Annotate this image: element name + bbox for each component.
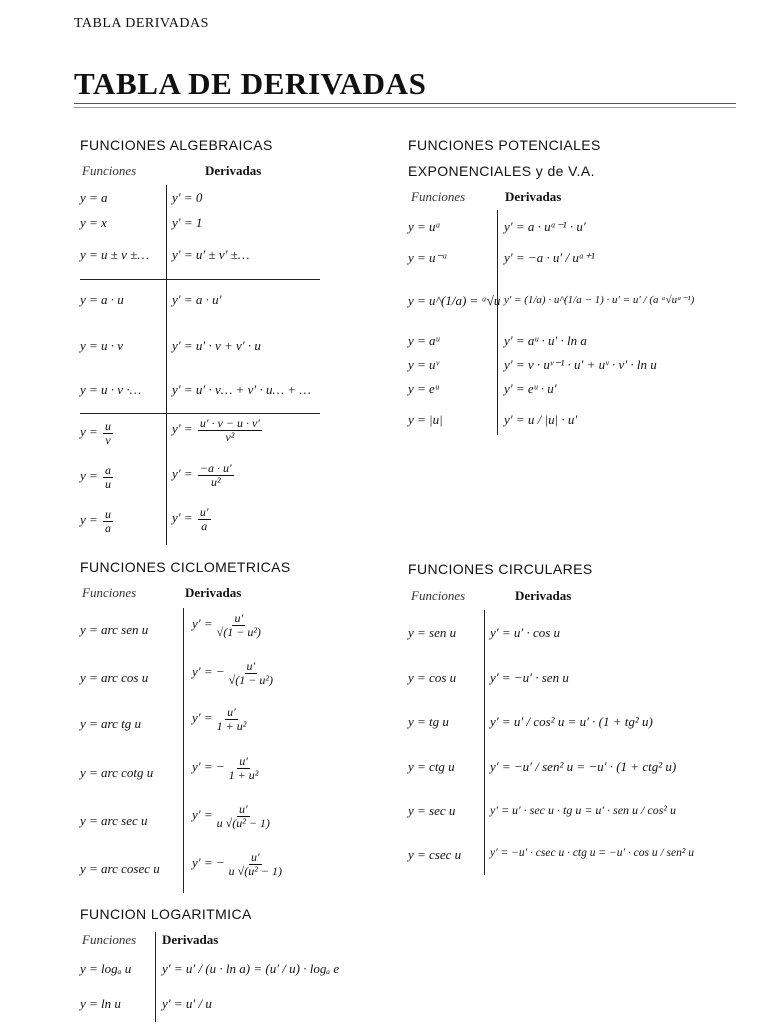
circular-function-0: y = sen u: [408, 625, 457, 640]
col-header-derivatives: Derivadas: [515, 588, 572, 603]
logarithmic-column-divider: [155, 932, 156, 1022]
title-divider: [74, 103, 736, 104]
cyclometric-derivative-3: y′ = − $\frac{u'}{\text{1 + u²}}$: [192, 754, 259, 782]
cyclometric-derivative-2: y′ = $\frac{u'}{\text{1 + u²}}$: [192, 705, 247, 733]
potential-function-4: y = uᵛ: [408, 357, 440, 372]
potential-function-1: y = u⁻ᵃ: [408, 250, 448, 265]
col-header-functions: Funciones: [411, 189, 466, 204]
algebraic-frac-derivative-0: y′ = $\frac{u' \cdot v - u \cdot v'}{\text{v²}}$: [172, 416, 260, 444]
circular-derivative-5: y′ = −u′ · csec u · ctg u = −u′ · cos u / sen² u: [490, 847, 694, 859]
potential-derivative-1: y′ = −a · u′ / uᵃ⁺¹: [504, 250, 595, 265]
potential-derivative-2: y′ = (1/a) · u^(1/a − 1) · u′ = u′ / (a ᵃ√uᵃ⁻¹): [504, 294, 695, 306]
circular-derivative-1: y′ = −u′ · sen u: [490, 670, 569, 685]
title-divider-secondary: [74, 107, 736, 108]
col-header-derivatives: Derivadas: [162, 932, 219, 947]
circular-function-5: y = csec u: [408, 847, 462, 862]
algebraic-row-divider-2: [80, 413, 320, 414]
potential-function-3: y = aᵘ: [408, 333, 440, 348]
potential-derivative-0: y′ = a · uᵃ⁻¹ · u′: [504, 219, 586, 234]
potential-function-0: y = uᵃ: [408, 219, 441, 234]
algebraic-derivative-2: y′ = u′ ± v′ ±…: [172, 247, 250, 262]
section-title-circular: FUNCIONES CIRCULARES: [408, 561, 593, 577]
page-header: TABLA DERIVADAS: [74, 16, 209, 31]
algebraic-function-4: y = u · v: [80, 338, 124, 353]
cyclometric-derivative-4: y′ = $\frac{u'}{\text{u √(u² − 1)}}$: [192, 802, 270, 830]
algebraic-function-3: y = a · u: [80, 292, 124, 307]
algebraic-derivative-5: y′ = u′ · v… + v′ · u… + …: [172, 382, 311, 397]
col-header-functions: Funciones: [411, 588, 466, 603]
section-title-algebraic: FUNCIONES ALGEBRAICAS: [80, 137, 273, 153]
col-header-derivatives: Derivadas: [185, 585, 242, 600]
cyclometric-column-divider: [183, 608, 184, 893]
col-header-functions: Funciones: [82, 585, 137, 600]
potential-column-divider: [497, 210, 498, 435]
circular-function-1: y = cos u: [408, 670, 457, 685]
cyclometric-derivative-1: y′ = − $\frac{u'}{\text{√(1 − u²)}}$: [192, 659, 273, 687]
logarithmic-derivative-0: y′ = u′ / (u · ln a) = (u′ / u) · logₐ e: [162, 961, 340, 976]
algebraic-function-0: y = a: [80, 190, 108, 205]
page-title: TABLA DE DERIVADAS: [74, 66, 427, 101]
algebraic-frac-function-2: y = $\frac{u}{a}$: [80, 507, 112, 535]
circular-derivative-2: y′ = u′ / cos² u = u′ · (1 + tg² u): [490, 714, 653, 729]
circular-derivative-3: y′ = −u′ / sen² u = −u′ · (1 + ctg² u): [490, 759, 677, 774]
section-title-cyclometric: FUNCIONES CICLOMETRICAS: [80, 559, 291, 575]
algebraic-frac-function-1: y = $\frac{a}{u}$: [80, 463, 112, 491]
potential-derivative-6: y′ = u / |u| · u′: [504, 412, 578, 427]
circular-column-divider: [484, 610, 485, 875]
circular-derivative-0: y′ = u′ · cos u: [490, 625, 561, 640]
cyclometric-function-2: y = arc tg u: [80, 716, 142, 731]
circular-function-3: y = ctg u: [408, 759, 455, 774]
algebraic-row-divider-1: [80, 279, 320, 280]
algebraic-frac-derivative-1: y′ = $\frac{-a \cdot u'}{\text{u²}}$: [172, 461, 232, 489]
algebraic-column-divider: [166, 185, 167, 545]
cyclometric-derivative-5: y′ = − $\frac{u'}{\text{u √(u² − 1)}}$: [192, 850, 282, 878]
potential-derivative-3: y′ = aᵘ · u′ · ln a: [504, 333, 587, 348]
cyclometric-function-3: y = arc cotg u: [80, 765, 154, 780]
potential-derivative-5: y′ = eᵘ · u′: [504, 381, 557, 396]
logarithmic-derivative-1: y′ = u′ / u: [162, 996, 212, 1011]
algebraic-function-5: y = u · v ·…: [80, 382, 142, 397]
col-header-functions: Funciones: [82, 932, 137, 947]
cyclometric-derivative-0: y′ = $\frac{u'}{\text{√(1 − u²)}}$: [192, 611, 261, 639]
potential-function-5: y = eᵘ: [408, 381, 439, 396]
potential-derivative-4: y′ = v · uᵛ⁻¹ · u′ + uᵛ · v′ · ln u: [504, 357, 657, 372]
potential-function-6: y = |u|: [408, 412, 443, 427]
col-header-derivatives: Derivadas: [205, 163, 262, 178]
cyclometric-function-1: y = arc cos u: [80, 670, 149, 685]
algebraic-function-1: y = x: [80, 215, 107, 230]
logarithmic-function-0: y = logₐ u: [80, 961, 132, 976]
col-header-derivatives: Derivadas: [505, 189, 562, 204]
potential-function-2: y = u^(1/a) = ᵃ√u: [408, 293, 501, 308]
algebraic-derivative-1: y′ = 1: [172, 215, 203, 230]
algebraic-frac-function-0: y = $\frac{u}{v}$: [80, 419, 112, 447]
circular-function-2: y = tg u: [408, 714, 449, 729]
section-title-logarithmic: FUNCION LOGARITMICA: [80, 906, 252, 922]
section-title-potential-2: EXPONENCIALES y de V.A.: [408, 163, 595, 179]
cyclometric-function-4: y = arc sec u: [80, 813, 148, 828]
algebraic-function-2: y = u ± v ±…: [80, 247, 149, 262]
circular-function-4: y = sec u: [408, 803, 456, 818]
logarithmic-function-1: y = ln u: [80, 996, 121, 1011]
algebraic-derivative-3: y′ = a · u′: [172, 292, 222, 307]
cyclometric-function-5: y = arc cosec u: [80, 861, 160, 876]
algebraic-derivative-4: y′ = u′ · v + v′ · u: [172, 338, 261, 353]
algebraic-derivative-0: y′ = 0: [172, 190, 203, 205]
algebraic-frac-derivative-2: y′ = $\frac{u'}{a}$: [172, 505, 209, 533]
cyclometric-function-0: y = arc sen u: [80, 622, 149, 637]
col-header-functions: Funciones: [82, 163, 137, 178]
section-title-potential-1: FUNCIONES POTENCIALES: [408, 137, 601, 153]
circular-derivative-4: y′ = u′ · sec u · tg u = u′ · sen u / cos² u: [490, 803, 676, 817]
